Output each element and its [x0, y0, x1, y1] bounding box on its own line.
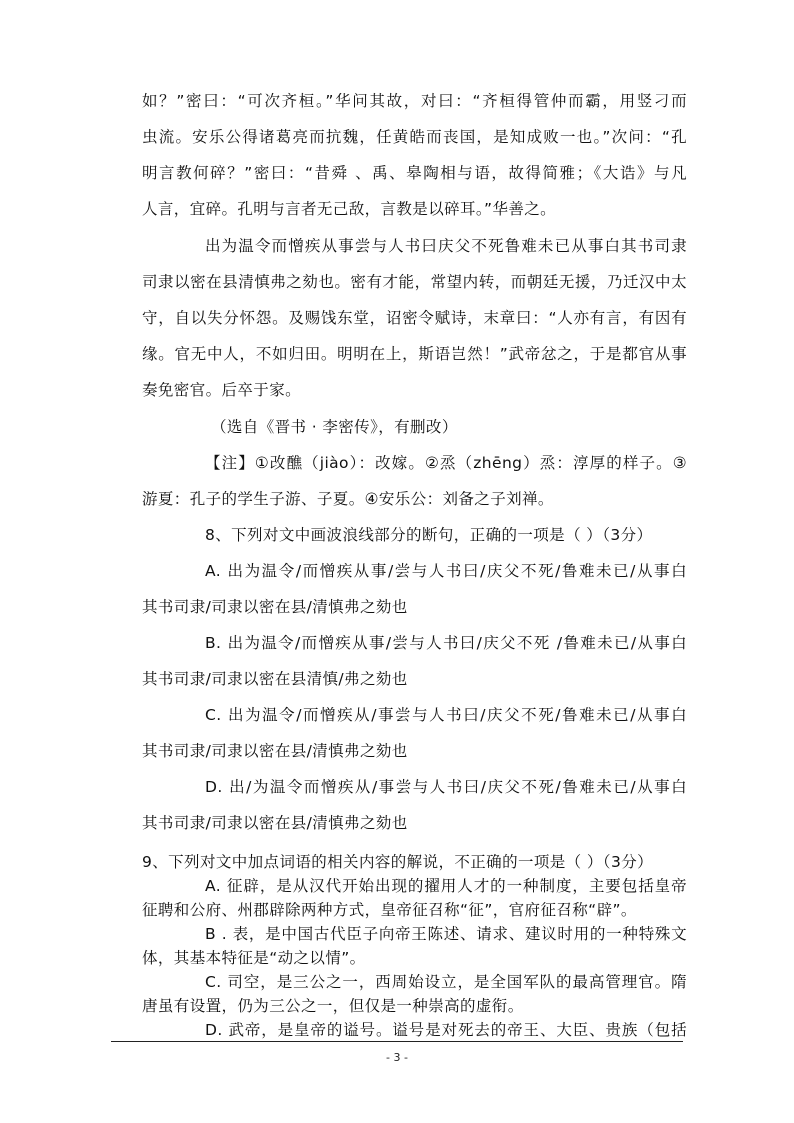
q9-option-a: A. 征辟，是从汉代开始出现的擢用人才的一种制度，主要包括皇帝: [205, 877, 687, 895]
q8-option-a-cont: 其书司隶/司隶以密在县/清慎弗之劾也: [142, 598, 408, 616]
q9-option-d: D. 武帝，是皇帝的谥号。谥号是对死去的帝王、大臣、贵族（包括: [205, 1021, 687, 1039]
q8-option-d: D. 出/为温令而憎疾从/事尝与人书曰/庆父不死/鲁难未已/从事白: [205, 778, 687, 796]
question-9-stem: 9、下列对文中加点词语的相关内容的解说，不正确的一项是（ ）（3分）: [142, 853, 654, 871]
q9-option-b-cont: 体，其基本特征是“动之以情”。: [142, 949, 366, 967]
q8-option-c: C. 出为温令/而憎疾从/事尝与人书曰/庆父不死/鲁难未已/从事白: [205, 706, 687, 724]
question-8-stem: 8、下列对文中画波浪线部分的断句，正确的一项是（ ）（3分）: [205, 526, 653, 544]
q8-option-c-cont: 其书司隶/司隶以密在县/清慎弗之劾也: [142, 742, 408, 760]
q8-option-b: B. 出为温令/而憎疾从事/尝与人书曰/庆父不死 /鲁难未已/从事白: [205, 634, 687, 652]
q9-option-a-cont: 征聘和公府、州郡辟除两种方式，皇帝征召称“征”，官府征召称“辟”。: [142, 901, 637, 919]
passage-line: 明言教何碎？”密曰：“昔舜 、禹、皋陶相与语，故得简雅；《大诰》与凡: [142, 164, 687, 182]
passage-line: 人言，宜碎。孔明与言者无己敌，言教是以碎耳。”华善之。: [142, 200, 557, 218]
annotation-note: 【注】①改醮（jiào）：改嫁。②烝（zhēng）烝：淳厚的样子。③: [205, 454, 687, 472]
q9-option-c: C. 司空，是三公之一，西周始设立，是全国军队的最高管理官。隋: [205, 973, 687, 991]
source-citation: （选自《晋书 · 李密传》，有删改）: [211, 418, 458, 436]
q8-option-a: A. 出为温令/而憎疾从事/尝与人书曰/庆父不死/鲁难未已/从事白: [205, 562, 687, 580]
footer-rule: [111, 1041, 683, 1042]
q9-option-b: B . 表，是中国古代臣子向帝王陈述、请求、建议时用的一种特殊文: [205, 925, 687, 943]
passage-line: 司隶以密在县清慎弗之劾也。密有才能，常望内转，而朝廷无援，乃迁汉中太: [142, 273, 687, 291]
page-number: - 3 -: [386, 1051, 408, 1064]
q8-option-b-cont: 其书司隶/司隶以密在县清慎/弗之劾也: [142, 670, 408, 688]
wavy-underlined-passage: 出为温令而憎疾从事尝与人书曰庆父不死鲁难未已从事白其书司隶: [205, 237, 687, 255]
passage-line: 如？”密曰：“可次齐桓。”华问其故，对曰：“齐桓得管仲而霸，用竖刁而: [142, 92, 687, 110]
passage-line: 奏免密官。后卒于家。: [142, 381, 302, 399]
passage-line: 守，自以失分怀怨。及赐饯东堂，诏密令赋诗，末章曰：“人亦有言，有因有: [142, 309, 687, 327]
q8-option-d-cont: 其书司隶/司隶以密在县/清慎弗之劾也: [142, 814, 408, 832]
annotation-note: 游夏：孔子的学生子游、子夏。④安乐公：刘备之子刘禅。: [142, 490, 554, 508]
passage-line: 虫流。安乐公得诸葛亮而抗魏，任黄皓而丧国，是知成败一也。”次问：“孔: [142, 128, 687, 146]
passage-line: 缘。官无中人，不如归田。明明在上，斯语岂然！”武帝忿之，于是都官从事: [142, 345, 687, 363]
q9-option-c-cont: 唐虽有设置，仍为三公之一，但仅是一种崇高的虚衔。: [142, 997, 524, 1015]
